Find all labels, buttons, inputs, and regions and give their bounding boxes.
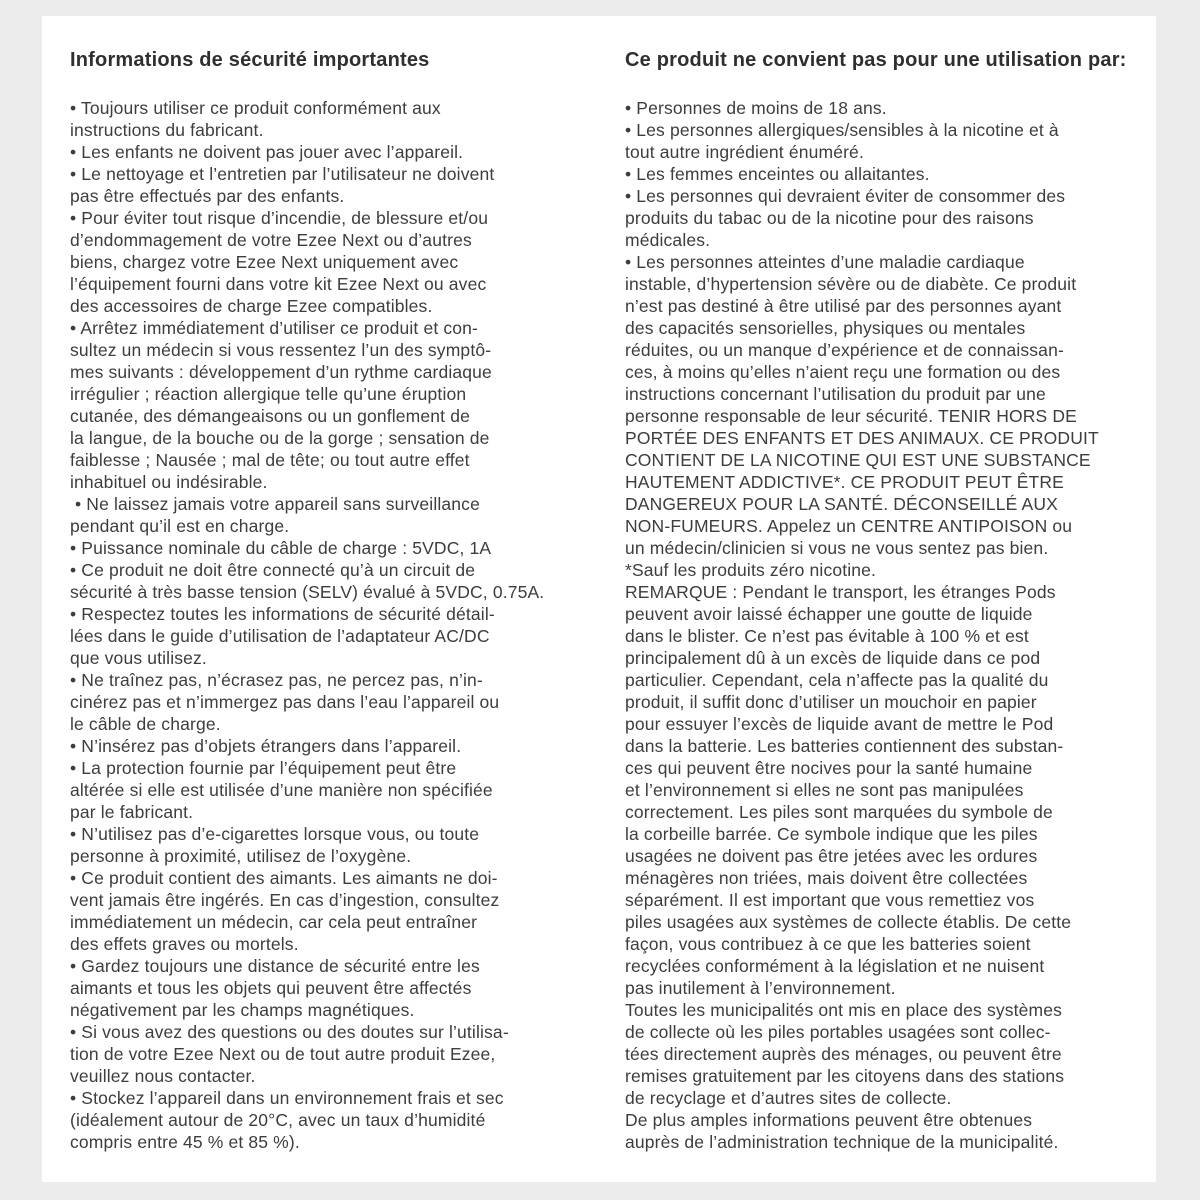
text-line: un médecin/clinicien si vous ne vous sentez pas bien.	[625, 538, 1049, 558]
text-line: • Puissance nominale du câble de charge : 5VDC, 1A	[70, 538, 492, 558]
text-line: altérée si elle est utilisée d’une manière non spécifiée	[70, 780, 493, 800]
text-line: auprès de l’administration technique de la municipalité.	[625, 1132, 1059, 1152]
text-line: • Respectez toutes les informations de sécurité détail-	[70, 604, 495, 624]
usage-restrictions-text	[625, 97, 1150, 1153]
text-line: remises gratuitement par les citoyens dans des stations	[625, 1066, 1065, 1086]
text-line: des effets graves ou mortels.	[70, 934, 299, 954]
text-line: l’équipement fourni dans votre kit Ezee Next ou avec	[70, 274, 487, 294]
text-line: NON-FUMEURS. Appelez un CENTRE ANTIPOISON ou	[625, 516, 1073, 536]
text-line: DANGEREUX POUR LA SANTÉ. DÉCONSEILLÉ AUX	[625, 494, 1058, 514]
text-line: • Les personnes allergiques/sensibles à la nicotine et à	[625, 120, 1059, 140]
text-line: • Les personnes qui devraient éviter de consommer des	[625, 186, 1066, 206]
text-line: • Ne traînez pas, n’écrasez pas, ne percez pas, n’in-	[70, 670, 483, 690]
text-line: correctement. Les piles sont marquées du symbole de	[625, 802, 1053, 822]
text-line: PORTÉE DES ENFANTS ET DES ANIMAUX. CE PRODUIT	[625, 428, 1099, 448]
text-line: aimants et tous les objets qui peuvent être affectés	[70, 978, 472, 998]
text-line: *Sauf les produits zéro nicotine.	[625, 560, 877, 580]
text-line: • N’utilisez pas d’e-cigarettes lorsque vous, ou toute	[70, 824, 480, 844]
text-line: vent jamais être ingérés. En cas d’ingestion, consultez	[70, 890, 500, 910]
text-line: de recyclage et d’autres sites de collecte.	[625, 1088, 952, 1108]
text-line: biens, chargez votre Ezee Next uniquement avec	[70, 252, 459, 272]
text-line: lées dans le guide d’utilisation de l’adaptateur AC/DC	[70, 626, 490, 646]
text-line: irrégulier ; réaction allergique telle qu’une éruption	[70, 384, 467, 404]
text-line: dans le blister. Ce n’est pas évitable à 100 % et est	[625, 626, 1029, 646]
text-line: veuillez nous contacter.	[70, 1066, 256, 1086]
text-line: personne responsable de leur sécurité. TENIR HORS DE	[625, 406, 1077, 426]
text-line: • Stockez l’appareil dans un environnement frais et sec	[70, 1088, 504, 1108]
text-line: REMARQUE : Pendant le transport, les étranges Pods	[625, 582, 1056, 602]
safety-info-text	[70, 97, 595, 1153]
text-line: produit, il suffit donc d’utiliser un mouchoir en papier	[625, 692, 1037, 712]
text-line: • La protection fournie par l’équipement peut être	[70, 758, 457, 778]
text-line: cinérez pas et n’immergez pas dans l’eau l’appareil ou	[70, 692, 500, 712]
text-line: • Le nettoyage et l’entretien par l’utilisateur ne doivent	[70, 164, 495, 184]
text-line: • Les personnes atteintes d’une maladie cardiaque	[625, 252, 1025, 272]
text-line: particulier. Cependant, cela n’affecte pas la qualité du	[625, 670, 1049, 690]
safety-info-column	[70, 49, 595, 1153]
text-line: • Si vous avez des questions ou des doutes sur l’utilisa-	[70, 1022, 509, 1042]
text-line: • Gardez toujours une distance de sécurité entre les	[70, 956, 480, 976]
text-line: séparément. Il est important que vous remettiez vos	[625, 890, 1035, 910]
text-line: ces qui peuvent être nocives pour la santé humaine	[625, 758, 1033, 778]
text-line: • Ne laissez jamais votre appareil sans surveillance	[70, 494, 480, 514]
text-line: CONTIENT DE LA NICOTINE QUI EST UNE SUBSTANCE	[625, 450, 1091, 470]
text-line: sultez un médecin si vous ressentez l’un des symptô-	[70, 340, 492, 360]
text-line: réduites, ou un manque d’expérience et de connaissan-	[625, 340, 1064, 360]
text-line: instructions concernant l’utilisation du produit par une	[625, 384, 1046, 404]
text-line: faiblesse ; Nausée ; mal de tête; ou tout autre effet	[70, 450, 470, 470]
text-line: des accessoires de charge Ezee compatibles.	[70, 296, 433, 316]
text-line: pendant qu’il est en charge.	[70, 516, 290, 536]
text-line: instable, d’hypertension sévère ou de diabète. Ce produit	[625, 274, 1077, 294]
text-line: usagées ne doivent pas être jetées avec les ordures	[625, 846, 1038, 866]
text-line: ménagères non triées, mais doivent être collectées	[625, 868, 1028, 888]
text-line: tion de votre Ezee Next ou de tout autre produit Ezee,	[70, 1044, 496, 1064]
text-line: dans la batterie. Les batteries contiennent des substan-	[625, 736, 1064, 756]
text-line: d’endommagement de votre Ezee Next ou d’autres	[70, 230, 472, 250]
text-line: par le fabricant.	[70, 802, 194, 822]
text-line: • Arrêtez immédiatement d’utiliser ce produit et con-	[70, 318, 478, 338]
text-line: ces, à moins qu’elles n’aient reçu une formation ou des	[625, 362, 1061, 382]
text-line: peuvent avoir laissé échapper une goutte de liquide	[625, 604, 1033, 624]
content-card	[42, 16, 1156, 1182]
text-line: HAUTEMENT ADDICTIVE*. CE PRODUIT PEUT ÊTRE	[625, 472, 1065, 492]
text-line: que vous utilisez.	[70, 648, 207, 668]
text-line: • Les enfants ne doivent pas jouer avec l’appareil.	[70, 142, 464, 162]
text-line: piles usagées aux systèmes de collecte établis. De cette	[625, 912, 1072, 932]
usage-restrictions-heading: Ce produit ne convient pas pour une utilisation par:	[625, 49, 1127, 71]
text-line: • N’insérez pas d’objets étrangers dans l’appareil.	[70, 736, 462, 756]
text-line: sécurité à très basse tension (SELV) évalué à 5VDC, 0.75A.	[70, 582, 545, 602]
text-line: • Pour éviter tout risque d’incendie, de blessure et/ou	[70, 208, 489, 228]
text-line: instructions du fabricant.	[70, 120, 264, 140]
text-line: • Personnes de moins de 18 ans.	[625, 98, 887, 118]
text-line: personne à proximité, utilisez de l’oxygène.	[70, 846, 412, 866]
text-line: recyclées conformément à la législation et ne nuisent	[625, 956, 1045, 976]
text-line: Toutes les municipalités ont mis en place des systèmes	[625, 1000, 1063, 1020]
safety-info-heading: Informations de sécurité importantes	[70, 49, 430, 71]
text-line: n’est pas destiné à être utilisé par des personnes ayant	[625, 296, 1062, 316]
text-line: pas inutilement à l’environnement.	[625, 978, 896, 998]
text-line: • Ce produit ne doit être connecté qu’à un circuit de	[70, 560, 476, 580]
text-line: pour essuyer l’excès de liquide avant de mettre le Pod	[625, 714, 1054, 734]
text-line: tout autre ingrédient énuméré.	[625, 142, 864, 162]
text-line: négativement par les champs magnétiques.	[70, 1000, 415, 1020]
text-line: pas être effectués par des enfants.	[70, 186, 345, 206]
text-line: produits du tabac ou de la nicotine pour des raisons	[625, 208, 1034, 228]
two-column-layout	[42, 16, 1156, 1153]
text-line: De plus amples informations peuvent être obtenues	[625, 1110, 1033, 1130]
text-line: cutanée, des démangeaisons ou un gonflement de	[70, 406, 470, 426]
text-line: principalement dû à un excès de liquide dans ce pod	[625, 648, 1041, 668]
text-line: inhabituel ou indésirable.	[70, 472, 268, 492]
text-line: tées directement auprès des ménages, ou peuvent être	[625, 1044, 1062, 1064]
text-line: la langue, de la bouche ou de la gorge ; sensation de	[70, 428, 490, 448]
text-line: compris entre 45 % et 85 %).	[70, 1132, 300, 1152]
text-line: façon, vous contribuez à ce que les batteries soient	[625, 934, 1031, 954]
text-line: des capacités sensorielles, physiques ou mentales	[625, 318, 1026, 338]
text-line: le câble de charge.	[70, 714, 221, 734]
text-line: médicales.	[625, 230, 711, 250]
text-line: et l’environnement si elles ne sont pas manipulées	[625, 780, 1024, 800]
text-line: mes suivants : développement d’un rythme cardiaque	[70, 362, 492, 382]
usage-restrictions-column	[625, 49, 1150, 1153]
text-line: la corbeille barrée. Ce symbole indique que les piles	[625, 824, 1038, 844]
text-line: de collecte où les piles portables usagées sont collec-	[625, 1022, 1051, 1042]
text-line: (idéalement autour de 20°C, avec un taux d’humidité	[70, 1110, 486, 1130]
text-line: • Ce produit contient des aimants. Les aimants ne doi-	[70, 868, 498, 888]
text-line: • Les femmes enceintes ou allaitantes.	[625, 164, 930, 184]
text-line: • Toujours utiliser ce produit conformément aux	[70, 98, 441, 118]
text-line: immédiatement un médecin, car cela peut entraîner	[70, 912, 478, 932]
